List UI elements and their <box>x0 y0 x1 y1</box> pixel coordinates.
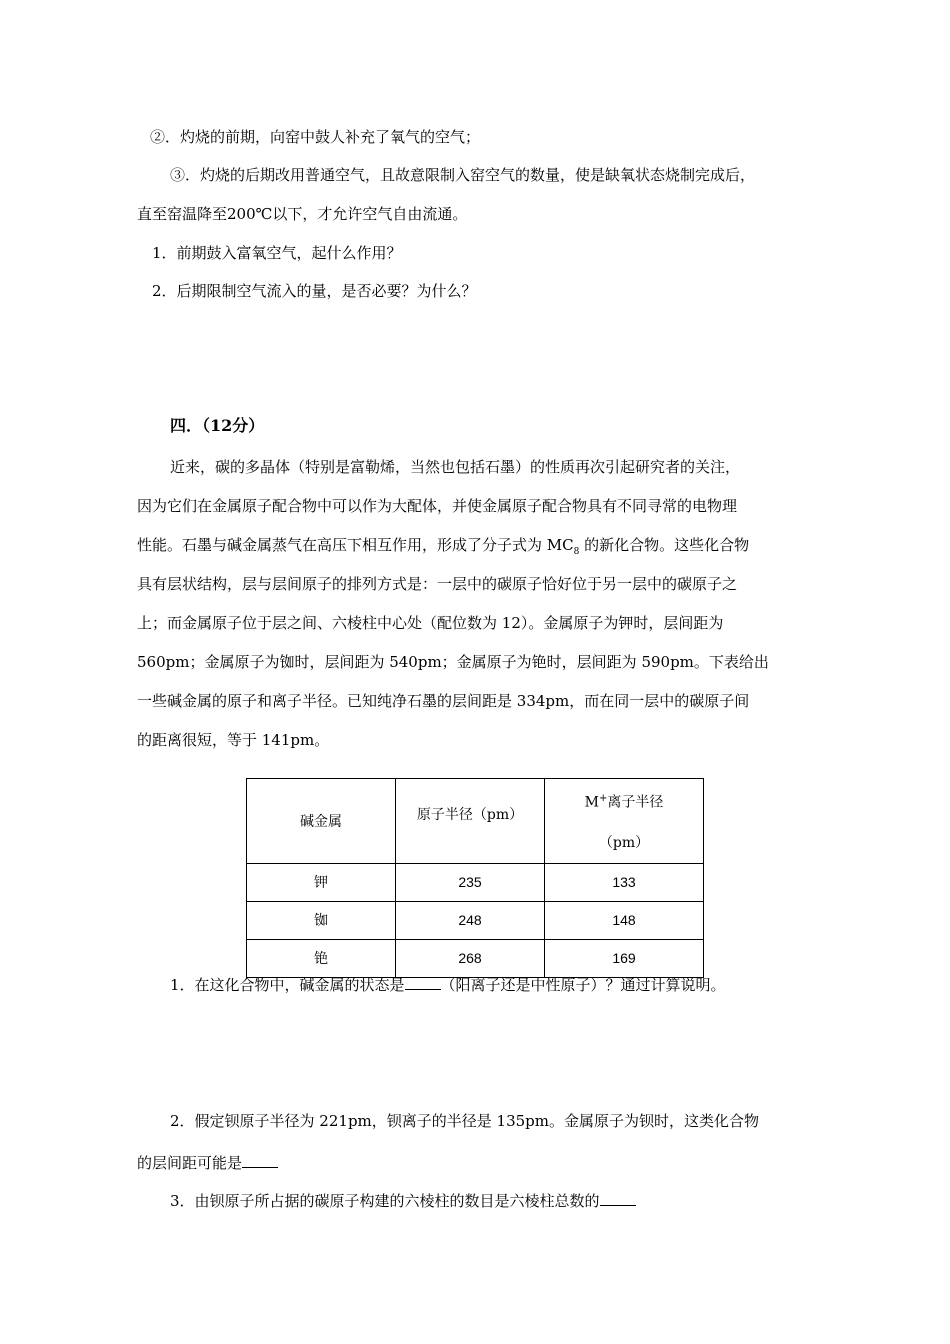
alkali-metal-radius-table <box>246 778 704 978</box>
table-row <box>247 939 704 977</box>
question-2-line-2 <box>137 1153 278 1173</box>
intro-question-2: 2．后期限制空气流入的量，是否必要？为什么？ <box>152 282 477 300</box>
section-4-paragraph-line-4: 具有层状结构，层与层间原子的排列方式是：一层中的碳原子恰好位于另一层中的碳原子之 <box>137 575 738 593</box>
table-row <box>247 901 704 939</box>
p3-text-b: 的新化合物。这些化合物 <box>579 536 750 554</box>
cell-metal: 铯 <box>247 939 396 977</box>
header-metal: 碱金属 <box>247 779 396 864</box>
cell-ionic-radius: 133 <box>545 863 704 901</box>
question-3-text: 3．由钡原子所占据的碳原子构建的六棱柱的数目是六棱柱总数的 <box>170 1192 600 1210</box>
header-ionic-charge: + <box>598 793 608 804</box>
cell-atomic-radius: 235 <box>396 863 545 901</box>
answer-blank <box>405 975 441 990</box>
header-ionic-radius <box>545 779 704 864</box>
header-atomic-radius <box>396 779 545 864</box>
section-4-paragraph-line-2: 因为它们在金属原子配合物中可以作为大配体，并使金属原子配合物具有不同寻常的电物理 <box>137 497 738 515</box>
cell-atomic-radius: 268 <box>396 939 545 977</box>
question-3 <box>170 1191 636 1211</box>
intro-item-2: ②．灼烧的前期，向窑中鼓人补充了氧气的空气； <box>150 128 481 146</box>
question-1-text-a: 1．在这化合物中，碱金属的状态是 <box>170 976 405 994</box>
header-ionic-radius-line-1 <box>545 779 703 823</box>
question-1 <box>170 975 726 995</box>
intro-item-3-line-1: ③．灼烧的后期改用普通空气，且故意限制入窑空气的数量，使是缺氧状态烧制完成后， <box>170 166 756 184</box>
section-4-paragraph-line-6: 560pm；金属原子为铷时，层间距为 540pm；金属原子为铯时，层间距为 590pm。下表给出 <box>137 653 769 671</box>
question-2-line-1: 2．假定钡原子半径为 221pm，钡离子的半径是 135pm。金属原子为钡时，这类化合物 <box>170 1112 759 1130</box>
section-4-paragraph-line-7: 一些碱金属的原子和离子半径。已知纯净石墨的层间距是 334pm，而在同一层中的碳原子间 <box>137 692 750 710</box>
answer-blank <box>242 1153 278 1168</box>
table-row <box>247 863 704 901</box>
cell-metal: 铷 <box>247 901 396 939</box>
section-4-paragraph-line-3 <box>137 535 749 562</box>
question-2-text: 的层间距可能是 <box>137 1154 243 1172</box>
p3-text-a: 性能。石墨与碱金属蒸气在高压下相互作用，形成了分子式为 MC <box>137 536 574 554</box>
cell-ionic-radius: 148 <box>545 901 704 939</box>
intro-item-3-line-2: 直至窑温降至200℃以下，才允许空气自由流通。 <box>137 205 468 223</box>
cell-ionic-radius: 169 <box>545 939 704 977</box>
question-1-text-b: （阳离子还是中性原子）？通过计算说明。 <box>440 976 726 994</box>
table-header-row <box>247 779 704 864</box>
header-atomic-radius-text: 原子半径（pm） <box>416 806 524 823</box>
section-4-paragraph-line-8: 的距离很短，等于 141pm。 <box>137 731 330 749</box>
section-4-heading: 四．（12分） <box>170 416 265 435</box>
cell-metal: 钾 <box>247 863 396 901</box>
cell-atomic-radius: 248 <box>396 901 545 939</box>
p3-subscript: 8 <box>573 547 580 557</box>
header-ionic-label: 离子半径 <box>607 794 664 811</box>
intro-question-1: 1．前期鼓入富氧空气，起什么作用？ <box>152 244 402 262</box>
section-4-paragraph-line-5: 上；而金属原子位于层之间、六棱柱中心处（配位数为 12）。金属原子为钾时，层间距为 <box>137 614 724 632</box>
section-4-paragraph-line-1: 近来，碳的多晶体（特别是富勒烯，当然也包括石墨）的性质再次引起研究者的关注， <box>170 458 741 476</box>
header-ionic-radius-unit: （pm） <box>598 834 650 851</box>
answer-blank <box>600 1191 636 1206</box>
header-ionic-symbol: M <box>584 794 599 811</box>
